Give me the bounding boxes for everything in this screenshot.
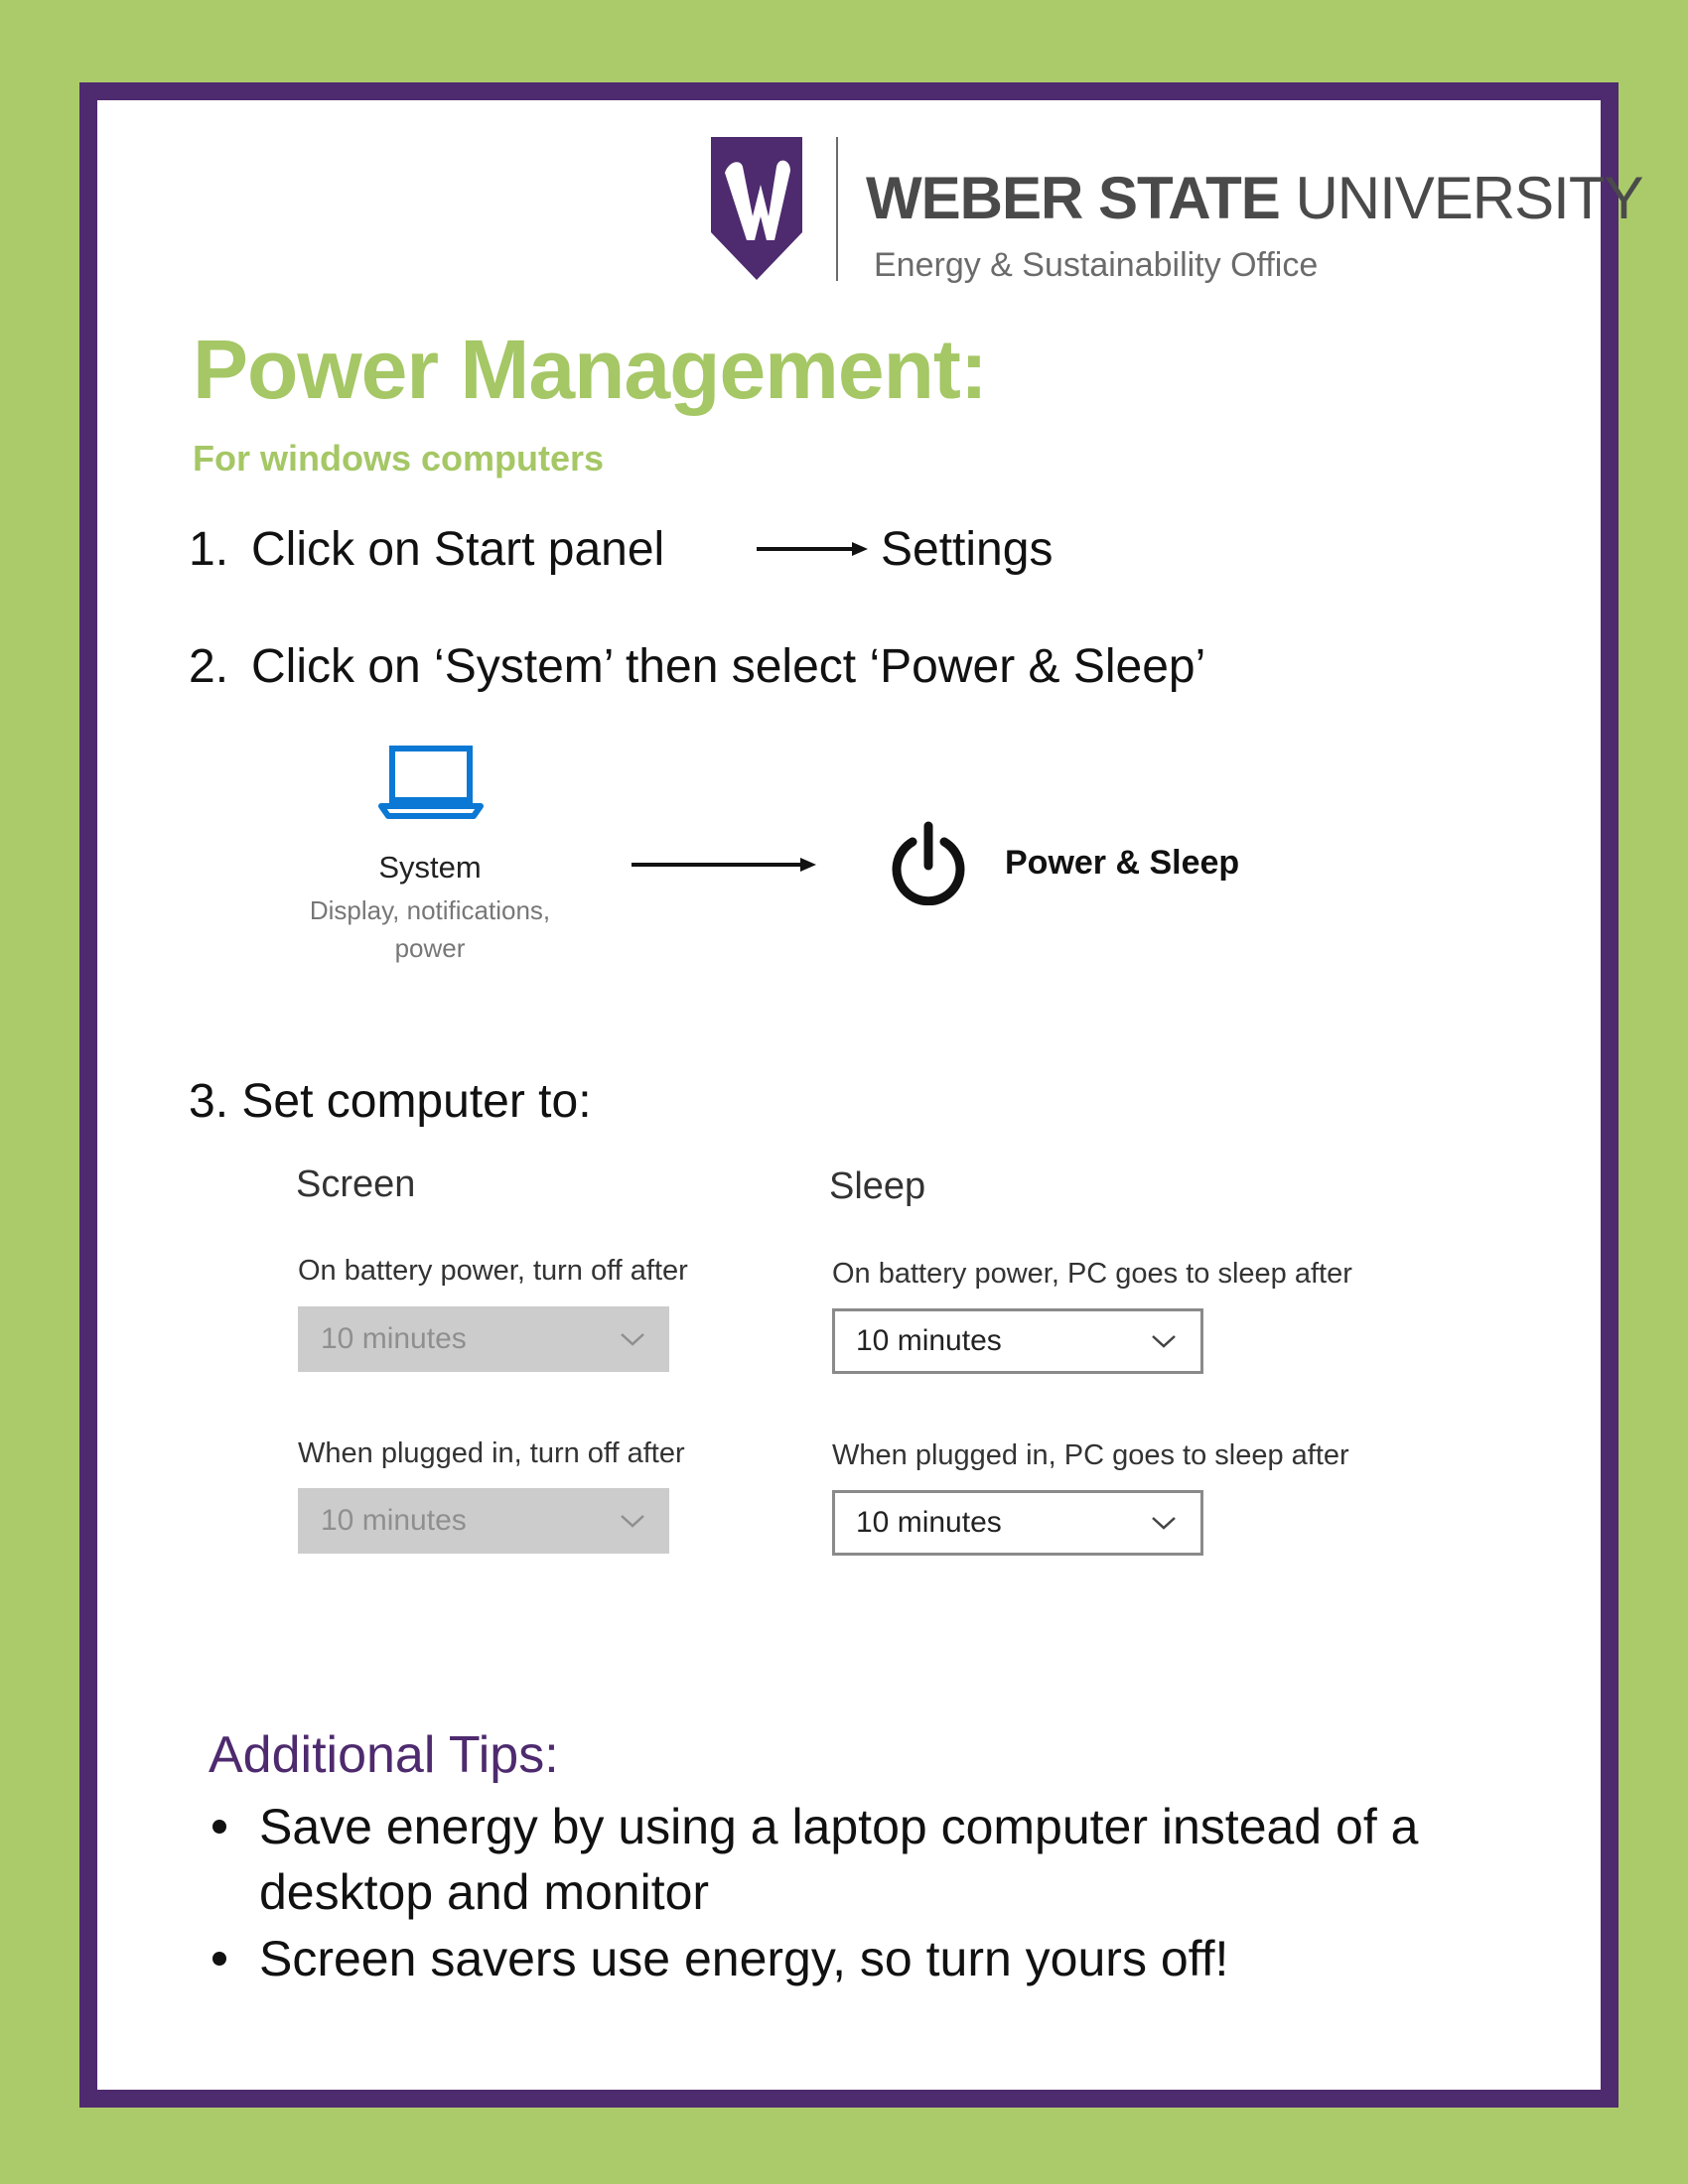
- screen-battery-value: 10 minutes: [321, 1322, 467, 1355]
- sleep-section-heading: Sleep: [829, 1165, 926, 1207]
- office-name: Energy & Sustainability Office: [874, 246, 1319, 284]
- page-subtitle: For windows computers: [193, 438, 605, 478]
- page-title: Power Management:: [193, 323, 987, 416]
- chevron-down-icon: [620, 1513, 645, 1529]
- bullet-icon: [212, 1952, 226, 1966]
- step2-number: 2.: [189, 640, 229, 693]
- step1-target: Settings: [881, 523, 1054, 576]
- sleep-plugged-value: 10 minutes: [856, 1506, 1002, 1539]
- screen-section-heading: Screen: [296, 1163, 416, 1205]
- chevron-down-icon: [1151, 1333, 1177, 1349]
- system-tile-description: Display, notifications, power: [309, 895, 551, 963]
- step3-label: 3. Set computer to:: [189, 1075, 592, 1128]
- university-shield-logo: [711, 137, 802, 280]
- tip-item: Save energy by using a laptop computer instead of a desktop and monitor: [259, 1799, 1419, 1920]
- university-name-bold: WEBER STATE: [866, 165, 1280, 231]
- screen-plugged-value: 10 minutes: [321, 1504, 467, 1537]
- tips-heading: Additional Tips:: [209, 1726, 559, 1784]
- arrow-right-icon: [757, 537, 868, 561]
- sleep-battery-dropdown[interactable]: [832, 1308, 1203, 1374]
- arrow-right-icon: [632, 853, 816, 877]
- sleep-plugged-label: When plugged in, PC goes to sleep after: [832, 1439, 1349, 1471]
- tip-item: Screen savers use energy, so turn yours off!: [259, 1931, 1229, 1986]
- screen-plugged-label: When plugged in, turn off after: [298, 1437, 685, 1469]
- chevron-down-icon: [1151, 1515, 1177, 1531]
- step1-text: Click on Start panel: [251, 523, 665, 576]
- bullet-icon: [212, 1820, 226, 1834]
- screen-battery-label: On battery power, turn off after: [298, 1255, 688, 1287]
- laptop-icon: [378, 745, 484, 820]
- step2-text: Click on ‘System’ then select ‘Power & Sleep’: [251, 640, 1206, 693]
- screen-plugged-dropdown[interactable]: [298, 1488, 669, 1554]
- sleep-battery-label: On battery power, PC goes to sleep after: [832, 1258, 1352, 1290]
- sleep-plugged-dropdown[interactable]: [832, 1490, 1203, 1556]
- logo-divider: [836, 137, 838, 281]
- university-name-regular: UNIVERSITY: [1295, 165, 1643, 231]
- power-icon: [889, 820, 968, 905]
- power-sleep-label: Power & Sleep: [1005, 844, 1240, 882]
- system-tile-label: System: [378, 850, 482, 885]
- step1-number: 1.: [189, 523, 229, 576]
- chevron-down-icon: [620, 1331, 645, 1347]
- university-name: [866, 165, 1643, 231]
- screen-battery-dropdown[interactable]: [298, 1306, 669, 1372]
- sleep-battery-value: 10 minutes: [856, 1324, 1002, 1357]
